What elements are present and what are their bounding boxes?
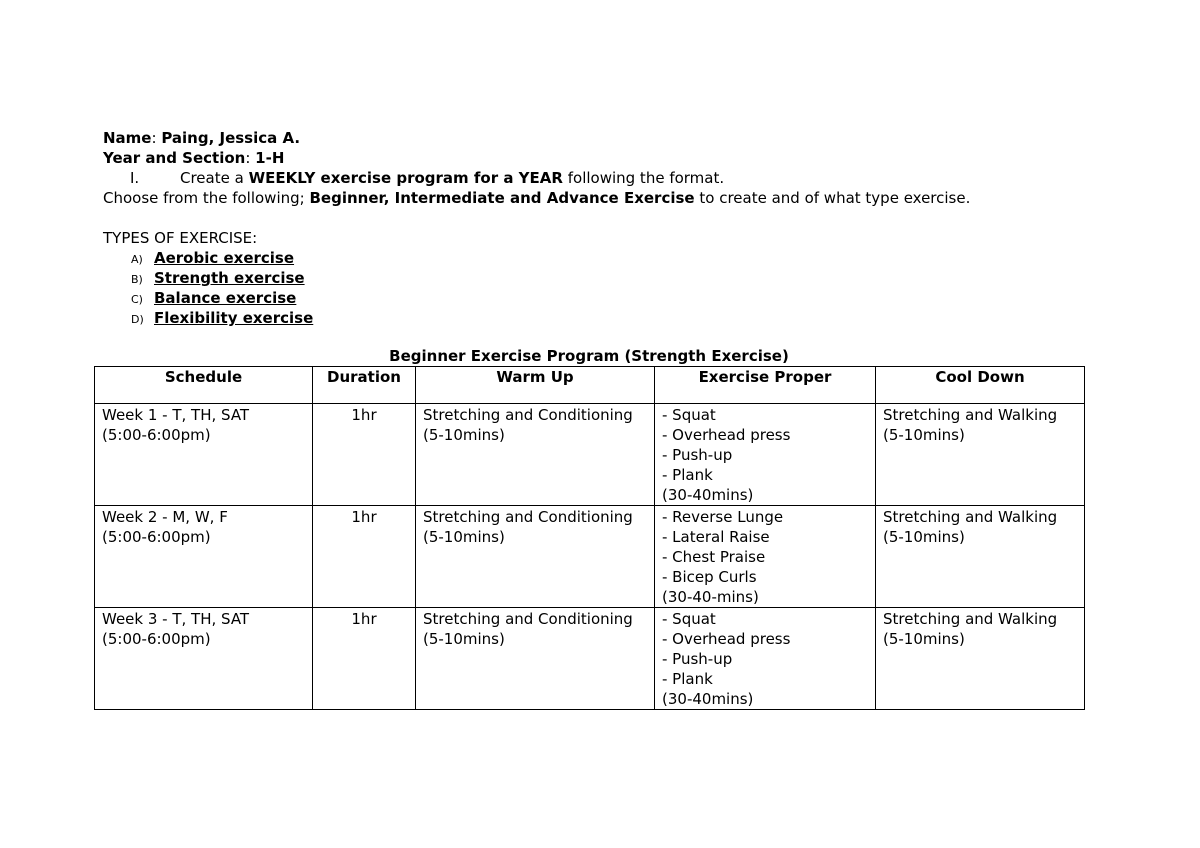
- cell-line: (5-10mins): [423, 426, 505, 444]
- cell-line: - Chest Praise: [662, 548, 766, 566]
- type-item-flexibility: [131, 308, 313, 330]
- schedule-cell: [95, 404, 313, 506]
- duration-cell: 1hr: [313, 506, 416, 608]
- cell-line: Week 1 - T, TH, SAT: [102, 406, 250, 424]
- choose-post: to create and of what type exercise.: [699, 189, 971, 207]
- duration-cell: 1hr: [313, 608, 416, 710]
- year-label: Year and Section: [103, 149, 246, 167]
- column-header-schedule: Schedule: [95, 367, 313, 404]
- cell-line: (5:00-6:00pm): [102, 630, 211, 648]
- cell-line: (30-40mins): [662, 690, 754, 708]
- name-value: Paing, Jessica A.: [161, 129, 301, 147]
- warm-up-cell: [416, 608, 655, 710]
- table-row: [95, 506, 1085, 608]
- name-label: Name: [103, 129, 152, 147]
- cell-line: Stretching and Walking: [883, 508, 1058, 526]
- cell-line: Stretching and Conditioning: [423, 406, 633, 424]
- exercise-proper-cell: [655, 506, 876, 608]
- cell-line: - Overhead press: [662, 630, 791, 648]
- schedule-cell: [95, 608, 313, 710]
- cell-line: - Lateral Raise: [662, 528, 770, 546]
- duration-cell: 1hr: [313, 404, 416, 506]
- type-item-strength: [131, 268, 305, 290]
- cell-line: - Bicep Curls: [662, 568, 757, 586]
- cell-line: - Push-up: [662, 650, 733, 668]
- cool-down-cell: [876, 404, 1085, 506]
- program-table-title: Beginner Exercise Program (Strength Exercise): [389, 347, 789, 365]
- instruction-text-pre: Create a: [180, 169, 244, 187]
- type-item-balance: [131, 288, 296, 310]
- cool-down-cell: [876, 506, 1085, 608]
- cell-line: Week 2 - M, W, F: [102, 508, 228, 526]
- type-marker: C): [131, 293, 143, 306]
- cell-line: (5-10mins): [423, 528, 505, 546]
- cell-line: - Plank: [662, 670, 713, 688]
- column-header-duration: Duration: [313, 367, 416, 404]
- warm-up-cell: [416, 404, 655, 506]
- column-header-cool-down: Cool Down: [876, 367, 1085, 404]
- exercise-proper-cell: [655, 404, 876, 506]
- cell-line: Stretching and Walking: [883, 610, 1058, 628]
- cell-line: - Squat: [662, 610, 716, 628]
- cell-line: Stretching and Walking: [883, 406, 1058, 424]
- exercise-proper-cell: [655, 608, 876, 710]
- table-header-row: [95, 367, 1085, 404]
- cell-line: (30-40-mins): [662, 588, 759, 606]
- instruction-number: I.: [130, 169, 140, 187]
- table-row: [95, 608, 1085, 710]
- warm-up-cell: [416, 506, 655, 608]
- cell-line: - Reverse Lunge: [662, 508, 784, 526]
- choose-line: [103, 188, 970, 208]
- column-header-warm-up: Warm Up: [416, 367, 655, 404]
- column-header-exercise-proper: Exercise Proper: [655, 367, 876, 404]
- type-label: Aerobic exercise: [154, 249, 295, 267]
- cell-line: - Overhead press: [662, 426, 791, 444]
- instruction-text: [180, 168, 724, 188]
- cool-down-cell: [876, 608, 1085, 710]
- cell-line: (5-10mins): [423, 630, 505, 648]
- cell-line: Week 3 - T, TH, SAT: [102, 610, 250, 628]
- cell-line: Stretching and Conditioning: [423, 508, 633, 526]
- types-heading: TYPES OF EXERCISE:: [103, 229, 258, 247]
- type-marker: B): [131, 273, 143, 286]
- table-row: [95, 404, 1085, 506]
- instruction-text-bold: WEEKLY exercise program for a YEAR: [248, 169, 563, 187]
- choose-pre: Choose from the following;: [103, 189, 305, 207]
- type-marker: D): [131, 313, 144, 326]
- type-label: Strength exercise: [154, 269, 305, 287]
- cell-line: Stretching and Conditioning: [423, 610, 633, 628]
- cell-line: (5:00-6:00pm): [102, 528, 211, 546]
- instruction-text-post: following the format.: [567, 169, 725, 187]
- type-marker: A): [131, 253, 143, 266]
- student-name-line: Name: Paing, Jessica A.: [103, 129, 301, 147]
- cell-line: (5-10mins): [883, 528, 965, 546]
- cell-line: (5-10mins): [883, 630, 965, 648]
- type-label: Flexibility exercise: [154, 309, 314, 327]
- type-label: Balance exercise: [154, 289, 297, 307]
- exercise-program-table: [94, 366, 1085, 710]
- cell-line: - Push-up: [662, 446, 733, 464]
- schedule-cell: [95, 506, 313, 608]
- cell-line: (5:00-6:00pm): [102, 426, 211, 444]
- cell-line: (5-10mins): [883, 426, 965, 444]
- cell-line: - Squat: [662, 406, 716, 424]
- year-value: 1-H: [255, 149, 285, 167]
- cell-line: (30-40mins): [662, 486, 754, 504]
- choose-levels: Beginner, Intermediate and Advance Exercise: [309, 189, 695, 207]
- type-item-aerobic: [131, 248, 294, 270]
- cell-line: - Plank: [662, 466, 713, 484]
- year-section-line: Year and Section: 1-H: [103, 149, 285, 167]
